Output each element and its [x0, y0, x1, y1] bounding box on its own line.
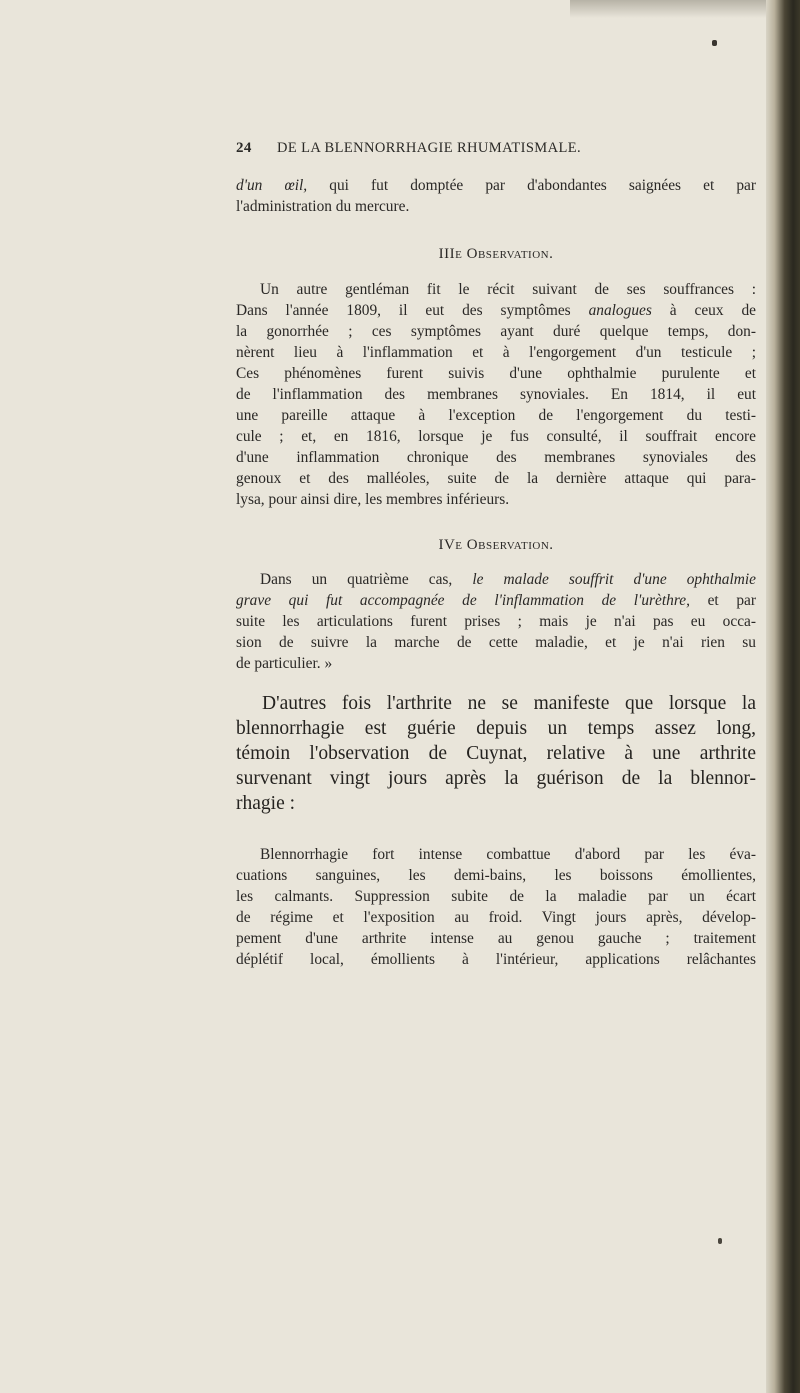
observation-heading: IVe Observation.: [438, 537, 554, 553]
text-span: Dans l'année 1809, il eut des symptômes: [236, 302, 571, 319]
text-line: les calmants. Suppression subite de la maladie par un écart: [236, 888, 756, 905]
text-line: [236, 176, 756, 196]
text-line: Ces phénomènes furent suivis d'une ophthalmie purulente et: [236, 365, 756, 382]
text-line: l'administration du mercure.: [236, 198, 410, 215]
text-line: rhagie :: [236, 793, 296, 814]
text-line: Un autre gentléman fit le récit suivant de ses souffrances :: [260, 281, 756, 298]
text-span: qui fut domptée par d'abondantes saignées et par: [329, 177, 756, 194]
observation-heading: IIIe Observation.: [438, 246, 554, 262]
text-line: de l'inflammation des membranes synoviales. En 1814, il eut: [236, 386, 756, 403]
italic-text: le malade souffrit d'une ophthalmie: [472, 571, 756, 588]
text-span: et par: [707, 592, 756, 609]
italic-text: d'un œil,: [236, 177, 308, 194]
page-number: 24: [236, 140, 252, 156]
text-line: de régime et l'exposition au froid. Vingt jours après, dévelop-: [236, 909, 756, 926]
text-line: la gonorrhée ; ces symptômes ayant duré quelque temps, don-: [236, 323, 756, 340]
text-line: pement d'une arthrite intense au genou gauche ; traitement: [236, 930, 756, 947]
text-line: une pareille attaque à l'exception de l'engorgement du testi-: [236, 407, 756, 424]
italic-text: grave qui fut accompagnée de l'inflammation de l'urèthre,: [236, 592, 690, 609]
text-line: genoux et des malléoles, suite de la dernière attaque qui para-: [236, 470, 756, 487]
text-line: sion de suivre la marche de cette maladie, et je n'ai rien su: [236, 634, 756, 651]
text-line: survenant vingt jours après la guérison de la blennor-: [236, 768, 756, 789]
book-binding-edge: [766, 0, 800, 1393]
text-line: déplétif local, émollients à l'intérieur, applications relâchantes: [236, 951, 756, 968]
text-line: cule ; et, en 1816, lorsque je fus consulté, il souffrait encore: [236, 428, 756, 445]
text-line: cuations sanguines, les demi-bains, les boissons émollientes,: [236, 867, 756, 884]
text-line: [236, 591, 756, 611]
text-span: à ceux de: [669, 302, 756, 319]
text-line: [236, 301, 756, 321]
text-line: témoin l'observation de Cuynat, relative à une arthrite: [236, 743, 756, 764]
text-line: D'autres fois l'arthrite ne se manifeste que lorsque la: [262, 693, 756, 714]
ink-speck: [718, 1238, 722, 1244]
text-line: blennorrhagie est guérie depuis un temps assez long,: [236, 718, 756, 739]
italic-text: analogues: [588, 302, 652, 319]
text-line: de particulier. »: [236, 655, 333, 672]
page-top-shadow: [570, 0, 770, 18]
running-head-title: DE LA BLENNORRHAGIE RHUMATISMALE.: [277, 140, 581, 156]
text-span: Dans un quatrième cas,: [260, 571, 453, 588]
text-line: d'une inflammation chronique des membranes synoviales des: [236, 449, 756, 466]
ink-speck: [712, 40, 717, 46]
text-line: suite les articulations furent prises ; mais je n'ai pas eu occa-: [236, 613, 756, 630]
running-head: [236, 140, 756, 166]
text-line: nèrent lieu à l'inflammation et à l'engorgement d'un testicule ;: [236, 344, 756, 361]
text-line: lysa, pour ainsi dire, les membres inférieurs.: [236, 491, 510, 508]
text-line: [236, 570, 756, 590]
text-line: Blennorrhagie fort intense combattue d'abord par les éva-: [260, 846, 756, 863]
